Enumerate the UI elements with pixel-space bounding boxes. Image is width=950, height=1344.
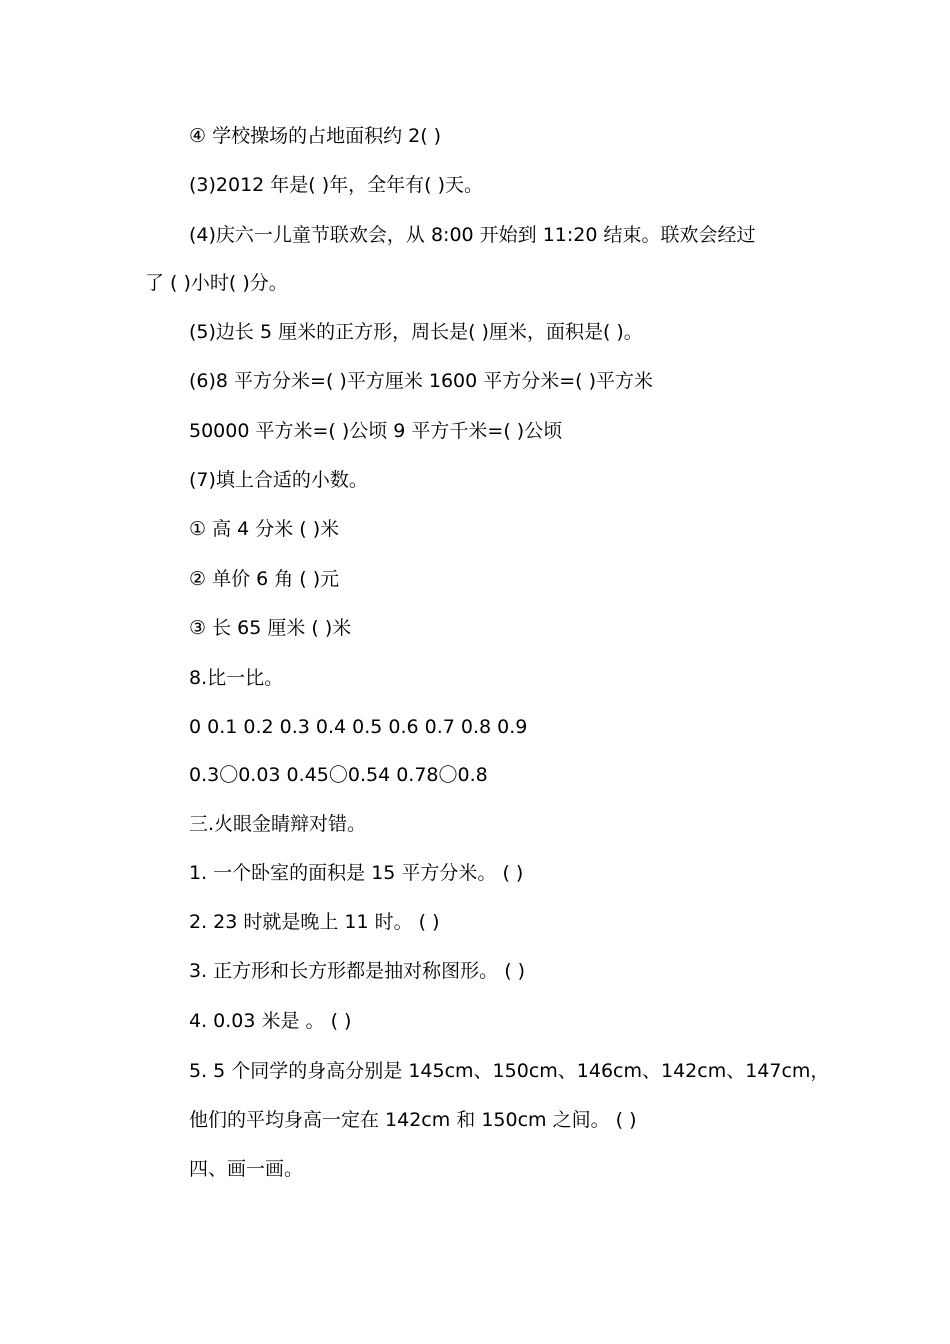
text-line: 0.3〇0.03 0.45〇0.54 0.78〇0.8 [189,764,488,786]
text-line: 1. 一个卧室的面积是 15 平方分米。 ( ) [189,862,524,884]
text-line: 4. 0.03 米是 。 ( ) [189,1010,352,1032]
text-line: 了 ( )小时( )分。 [145,272,288,294]
text-line: (5)边长 5 厘米的正方形，周长是( )厘米，面积是( )。 [189,321,643,343]
text-line: 50000 平方米=( )公顷 9 平方千米=( )公顷 [189,420,563,442]
text-line: (6)8 平方分米=( )平方厘米 1600 平方分米=( )平方米 [189,370,654,392]
text-line: 3. 正方形和长方形都是抽对称图形。 ( ) [189,960,526,982]
text-line: ① 高 4 分米 ( )米 [189,518,340,540]
section-heading: 三.火眼金睛辩对错。 [189,813,367,835]
text-line: (4)庆六一儿童节联欢会，从 8:00 开始到 11:20 结束。联欢会经过 [189,224,756,246]
text-line: 他们的平均身高一定在 142cm 和 150cm 之间。 ( ) [189,1109,637,1131]
text-line: (7)填上合适的小数。 [189,469,368,491]
text-line: ② 单价 6 角 ( )元 [189,568,340,590]
text-line: 2. 23 时就是晚上 11 时。 ( ) [189,911,440,933]
text-line: 0 0.1 0.2 0.3 0.4 0.5 0.6 0.7 0.8 0.9 [189,716,528,738]
text-line: (3)2012 年是( )年，全年有( )天。 [189,174,484,196]
text-line: 5. 5 个同学的身高分别是 145cm、150cm、146cm、142cm、147cm， [189,1060,830,1082]
text-line: 8.比一比。 [189,667,284,689]
text-line: ③ 长 65 厘米 ( )米 [189,617,352,639]
section-heading: 四、画一画。 [189,1158,304,1180]
text-line: ④ 学校操场的占地面积约 2( ) [189,125,442,147]
